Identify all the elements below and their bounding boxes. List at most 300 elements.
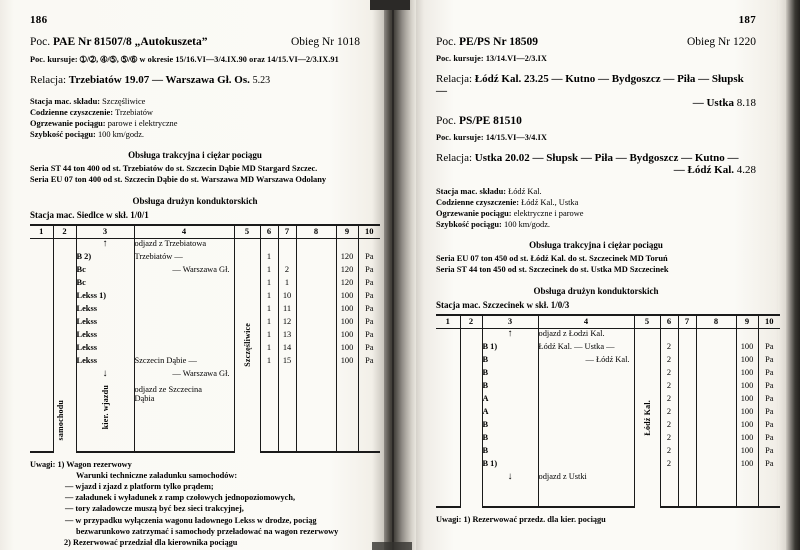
left-cell-c3: Bc — [76, 265, 134, 278]
left-cell-c8 — [296, 385, 336, 452]
right-cell-c7 — [678, 446, 696, 459]
left-col-header: 2 — [53, 225, 76, 238]
left-relation-text: Trzebiatów 19.07 — Warszawa Gł. Os. — [68, 74, 250, 86]
left-relation-label: Relacja: — [30, 74, 67, 86]
right-col-header: 7 — [678, 315, 696, 328]
left-cell-c6: 1 — [260, 356, 278, 369]
left-cell-c3: Lekss — [76, 356, 134, 369]
right-col-header: 5 — [634, 315, 660, 328]
right-cell-c8 — [696, 394, 736, 407]
right-train-number-2: PS/PE 81510 — [459, 115, 522, 127]
right-cell-c8 — [696, 328, 736, 342]
left-note-dash: — — [65, 493, 74, 503]
left-info-label: Codzienne czyszczenie: — [30, 108, 114, 118]
right-runs-label-2: Poc. kursuje: — [436, 133, 484, 142]
right-traction-heading: Obsługa trakcyjna i ciężar pociągu — [529, 240, 663, 251]
left-cell-c10 — [358, 369, 380, 385]
right-cell-c10 — [758, 472, 780, 507]
left-vertical-samochodu: samochodu — [55, 399, 65, 441]
table-row — [436, 328, 780, 342]
right-cell-c10: Pa — [758, 446, 780, 459]
right-cell-c4 — [538, 446, 634, 459]
right-cell-c3: B — [482, 420, 538, 433]
right-cell-c4 — [538, 459, 634, 472]
right-cell-c6: 2 — [660, 394, 678, 407]
left-note-text: załadunek i wyładunek z ramp czołowych jednopoziomowych, — [75, 493, 296, 503]
left-cell-c7 — [278, 369, 296, 385]
left-cell-c9 — [336, 385, 358, 452]
right-cell-c6: 2 — [660, 459, 678, 472]
table-row — [30, 238, 380, 252]
left-note-line — [30, 503, 360, 514]
right-cell-c6 — [660, 472, 678, 507]
left-note-dash: — — [65, 515, 74, 525]
right-cell-c9: 100 — [736, 368, 758, 381]
right-cell-c6: 2 — [660, 355, 678, 368]
right-cell-c8 — [696, 368, 736, 381]
right-col-header: 4 — [538, 315, 634, 328]
right-train-label-1: Poc. — [436, 36, 457, 48]
left-cell-c9 — [336, 369, 358, 385]
right-cell-c8 — [696, 472, 736, 507]
right-cell-c3: B — [482, 355, 538, 368]
table-row — [436, 420, 780, 433]
right-relation-cont-1 — [436, 97, 756, 109]
right-col-header: 6 — [660, 315, 678, 328]
left-note-line — [30, 459, 360, 470]
left-col-header: 9 — [336, 225, 358, 238]
right-cell-c3: B — [482, 381, 538, 394]
left-cell-c3 — [76, 369, 134, 385]
left-cell-c10: Pa — [358, 356, 380, 369]
right-cell-c3: B — [482, 446, 538, 459]
left-info-value: Trzebiatów — [115, 108, 153, 118]
right-cell-c10: Pa — [758, 420, 780, 433]
left-note-dash: — — [65, 504, 74, 514]
right-relation-label-2: Relacja: — [436, 152, 473, 164]
left-cell-c9: 100 — [336, 304, 358, 317]
table-row — [436, 381, 780, 394]
left-cell-c3: Lekss — [76, 317, 134, 330]
left-info-row — [30, 96, 360, 107]
right-traction-block — [436, 254, 756, 276]
left-cell-c7: 11 — [278, 304, 296, 317]
right-cell-c3: A — [482, 407, 538, 420]
right-cell-c10 — [758, 328, 780, 342]
right-cell-c8 — [696, 420, 736, 433]
right-notes-label: Uwagi: — [436, 514, 462, 524]
left-train-heading — [30, 36, 360, 48]
left-cell-c3: Lekss 1) — [76, 291, 134, 304]
right-cell-c9: 100 — [736, 420, 758, 433]
table-row — [436, 446, 780, 459]
left-train-label: Poc. — [30, 36, 51, 48]
right-info-label: Stacja mac. składu: — [436, 187, 507, 196]
left-cell-c4 — [134, 369, 234, 385]
left-note-num: 1) — [57, 459, 65, 469]
left-col-header: 8 — [296, 225, 336, 238]
left-cell-c8 — [296, 317, 336, 330]
table-row — [30, 278, 380, 291]
table-row — [436, 472, 780, 507]
arrow-up-icon: ↑ — [102, 237, 108, 249]
left-consist-table — [30, 224, 380, 452]
left-note-dash: — — [65, 481, 74, 491]
left-note-num: 2) — [64, 537, 71, 547]
table-row — [30, 343, 380, 356]
left-note-line — [30, 515, 360, 526]
right-cell-c3 — [482, 472, 538, 507]
right-info-label: Szybkość pociągu: — [436, 220, 502, 230]
book-gutter-shadow — [384, 0, 416, 550]
left-circulation-number: Obieg Nr 1018 — [291, 36, 360, 48]
right-cell-c8 — [696, 459, 736, 472]
left-info-value: 100 km/godz. — [97, 130, 145, 140]
table-row — [30, 265, 380, 278]
right-cell-c10: Pa — [758, 394, 780, 407]
left-cell-c8 — [296, 356, 336, 369]
table-row — [30, 356, 380, 369]
left-cell-c8 — [296, 343, 336, 356]
left-cell-c8 — [296, 304, 336, 317]
left-cell-c4-text: Trzebiatów — — [134, 251, 183, 261]
left-cell-c4 — [134, 304, 234, 317]
right-relation-time-1: 8.18 — [736, 97, 756, 109]
table-row — [436, 433, 780, 446]
right-cell-c4 — [538, 381, 634, 394]
right-cell-c7 — [678, 342, 696, 355]
left-cell-c9: 100 — [336, 291, 358, 304]
left-note-text: Rezerwować przedział dla kierownika pociągu — [73, 537, 238, 547]
right-page — [414, 0, 786, 550]
right-cell-c10: Pa — [758, 459, 780, 472]
right-crew-station: Stacja mac. Szczecinek w skł. 1/0/3 — [436, 300, 570, 311]
right-traction-line: Seria EU 07 ton 450 od st. Łódź Kal. do st. Szczecinek MD Toruń — [436, 254, 668, 264]
right-cell-c6: 2 — [660, 407, 678, 420]
right-cell-c8 — [696, 433, 736, 446]
right-cell-c4 — [538, 342, 634, 355]
left-cell-c9: 120 — [336, 278, 358, 291]
left-cell-c8 — [296, 278, 336, 291]
right-info-row — [436, 186, 756, 197]
right-cell-c9: 100 — [736, 381, 758, 394]
left-runs-period: w okresie 15/16.VI—3/4.IX.90 oraz 14/15.VI—2/3.IX.91 — [139, 55, 339, 64]
right-cell-c8 — [696, 446, 736, 459]
left-cell-c6: 1 — [260, 317, 278, 330]
left-cell-c10: Pa — [358, 317, 380, 330]
right-cell-c4 — [538, 368, 634, 381]
right-cell-c3: B — [482, 368, 538, 381]
left-cell-c4-text2: Dąbia — [134, 393, 155, 403]
left-table-header-row — [30, 225, 380, 238]
right-cell-c7 — [678, 472, 696, 507]
table-row — [436, 355, 780, 368]
right-train-heading-2 — [436, 115, 756, 127]
left-cell-c7: 15 — [278, 356, 296, 369]
right-cell-c4 — [538, 355, 634, 368]
left-cell-c6: 1 — [260, 291, 278, 304]
left-note-line: bezwarunkowo zatrzymać i samochody przeładować na wagon rezerwowy — [76, 526, 339, 536]
left-info-block — [30, 96, 360, 140]
right-note-line — [436, 514, 756, 525]
left-cell-c9: 100 — [336, 356, 358, 369]
left-cell-c4-cont: — Warszawa Gł. — [172, 368, 230, 378]
right-vertical-lodz-kal: Łódź Kal. — [642, 399, 652, 436]
right-table-header-row — [436, 315, 780, 328]
left-cell-c6 — [260, 385, 278, 452]
left-info-row — [30, 118, 360, 129]
right-notes-block — [436, 514, 756, 525]
left-info-label: Ogrzewanie pociągu: — [30, 119, 106, 129]
right-train-heading-1 — [436, 36, 756, 48]
right-relation-text-2: Ustka 20.02 — Słupsk — Piła — Bydgoszcz — Kutno — — [474, 152, 739, 164]
right-cell-c9 — [736, 328, 758, 342]
left-cell-c4 — [134, 317, 234, 330]
left-folio-number: 186 — [30, 14, 48, 26]
left-cell-c7 — [278, 252, 296, 265]
right-col-header: 1 — [436, 315, 460, 328]
left-cell-c7 — [278, 385, 296, 452]
left-note-text: Wagon rezerwowy — [66, 459, 132, 469]
left-crew-heading: Obsługa drużyn konduktorskich — [132, 196, 258, 207]
left-cell-c9: 120 — [336, 252, 358, 265]
right-page-edge-shadow — [786, 0, 800, 550]
left-cell-c4 — [134, 252, 234, 265]
left-cell-c9: 100 — [336, 317, 358, 330]
left-cell-c3: Lekss — [76, 330, 134, 343]
right-relation-time-2: 4.28 — [736, 164, 756, 176]
left-col-header: 3 — [76, 225, 134, 238]
left-cell-c9: 120 — [336, 265, 358, 278]
table-row — [30, 330, 380, 343]
right-cell-c4: odjazd z Łodzi Kal. — [538, 328, 634, 342]
right-relation-cont-2 — [436, 164, 756, 176]
table-row — [30, 317, 380, 330]
left-col-header: 1 — [30, 225, 53, 238]
left-crew-station: Stacja mac. Siedlce w skł. 1/0/1 — [30, 210, 149, 221]
left-col-header: 10 — [358, 225, 380, 238]
left-cell-c4-text: Szczecin Dąbie — — [134, 355, 197, 365]
left-cell-c8 — [296, 369, 336, 385]
left-info-value: parowe i elektryczne — [107, 119, 178, 129]
right-relation-cont-text-2: — Łódź Kal. — [673, 164, 734, 176]
right-cell-c8 — [696, 355, 736, 368]
right-cell-c10: Pa — [758, 407, 780, 420]
left-cell-c7: 10 — [278, 291, 296, 304]
right-cell-c3: A — [482, 394, 538, 407]
right-info-row — [436, 197, 756, 208]
left-traction-heading: Obsługa trakcyjna i ciężar pociągu — [128, 150, 262, 161]
left-runs-symbols: ➀/➁, ➃/➄, ➄/➅ — [79, 55, 138, 64]
table-row — [30, 291, 380, 304]
left-vertical-kier-wjazdu: kier. wjazdu — [100, 384, 110, 429]
left-col-header: 4 — [134, 225, 234, 238]
left-cell-c4 — [134, 278, 234, 291]
right-circulation-number: Obieg Nr 1220 — [687, 36, 756, 48]
left-cell-c6: 1 — [260, 278, 278, 291]
left-cell-c7 — [278, 238, 296, 252]
left-cell-c7: 14 — [278, 343, 296, 356]
left-cell-c6: 1 — [260, 265, 278, 278]
left-cell-c4 — [134, 385, 234, 452]
left-runs-label: Poc. kursuje: — [30, 55, 78, 64]
left-cell-c3: B 2) — [76, 252, 134, 265]
left-note-text: w przypadku wyłączenia wagonu ładownego Lekss w drodze, pociąg — [75, 515, 317, 525]
right-cell-c3 — [482, 328, 538, 342]
right-note-num: 1) — [463, 514, 471, 524]
left-col-header: 5 — [234, 225, 260, 238]
left-cell-c4 — [134, 291, 234, 304]
left-cell-c6: 1 — [260, 330, 278, 343]
right-runs-line-1 — [436, 54, 756, 63]
right-cell-c9: 100 — [736, 342, 758, 355]
right-cell-c7 — [678, 368, 696, 381]
right-cell-c9: 100 — [736, 459, 758, 472]
right-cell-c6 — [660, 328, 678, 342]
right-info-value: Łódź Kal., Ustka — [521, 198, 579, 208]
left-info-row — [30, 129, 360, 140]
right-cell-c9: 100 — [736, 355, 758, 368]
table-row — [436, 459, 780, 472]
left-cell-c10 — [358, 385, 380, 452]
right-cell-c8 — [696, 381, 736, 394]
left-cell-c3: Bc — [76, 278, 134, 291]
right-consist-table — [436, 314, 780, 507]
table-row — [436, 407, 780, 420]
left-cell-c4-cont: — Warszawa Gł. — [172, 264, 230, 274]
left-cell-c8 — [296, 238, 336, 252]
right-info-row — [436, 208, 756, 219]
left-traction-line: Seria EU 07 ton 400 od st. Szczecin Dąbie do st. Warszawa MD Warszawa Odolany — [30, 175, 327, 185]
right-cell-c7 — [678, 394, 696, 407]
left-cell-c7: 12 — [278, 317, 296, 330]
right-crew-heading: Obsługa drużyn konduktorskich — [533, 286, 659, 297]
table-row — [436, 342, 780, 355]
right-cell-c6: 2 — [660, 433, 678, 446]
right-note-text: Rezerwować przedz. dla kier. pociągu — [472, 514, 606, 524]
left-cell-c6 — [260, 369, 278, 385]
right-cell-c4: odjazd z Ustki — [538, 472, 634, 507]
right-cell-c6: 2 — [660, 381, 678, 394]
left-note-line: Warunki techniczne załadunku samochodów: — [76, 470, 238, 480]
right-folio-number: 187 — [738, 14, 756, 26]
left-cell-c10: Pa — [358, 252, 380, 265]
right-cell-c10: Pa — [758, 355, 780, 368]
right-cell-c4 — [538, 394, 634, 407]
right-cell-c8 — [696, 342, 736, 355]
left-cell-c8 — [296, 330, 336, 343]
right-info-value: elektryczne i parowe — [513, 209, 584, 219]
right-cell-c10: Pa — [758, 342, 780, 355]
left-relation-time: 5.23 — [252, 75, 271, 86]
left-info-label: Szybkość pociągu: — [30, 130, 96, 140]
right-relation-cont-text-1: — Ustka — [692, 97, 734, 109]
left-cell-c9 — [336, 238, 358, 252]
left-vertical-szczesliwice: Szczęśliwice — [242, 323, 252, 367]
left-info-value: Szczęśliwice — [102, 97, 146, 106]
right-cell-c10: Pa — [758, 433, 780, 446]
arrow-down-icon: ↓ — [102, 367, 108, 379]
right-col-header: 2 — [460, 315, 482, 328]
right-runs-period-1: 13/14.VI—2/3.IX — [485, 54, 547, 63]
left-traction-line: Seria ST 44 ton 400 od st. Trzebiatów do st. Szczecin Dąbie MD Stargard Szczec. — [30, 164, 318, 174]
left-cell-c9: 100 — [336, 343, 358, 356]
right-relation-line-1 — [436, 73, 756, 97]
left-page — [0, 0, 386, 550]
right-cell-c6: 2 — [660, 368, 678, 381]
left-cell-c9: 100 — [336, 330, 358, 343]
right-relation-line-2 — [436, 152, 756, 164]
right-col-header: 8 — [696, 315, 736, 328]
left-info-row — [30, 107, 360, 118]
right-cell-c7 — [678, 355, 696, 368]
right-cell-c7 — [678, 459, 696, 472]
left-col-header: 6 — [260, 225, 278, 238]
left-cell-c10: Pa — [358, 278, 380, 291]
right-cell-c9: 100 — [736, 394, 758, 407]
left-col-header: 7 — [278, 225, 296, 238]
left-cell-c3: Lekss — [76, 304, 134, 317]
right-cell-c6: 2 — [660, 420, 678, 433]
right-cell-c7 — [678, 433, 696, 446]
left-cell-c8 — [296, 291, 336, 304]
right-col5-vertical-cell — [634, 328, 660, 507]
right-traction-line: Seria ST 44 ton 450 od st. Szczecinek do st. Ustka MD Szczecinek — [436, 265, 669, 275]
left-cell-c8 — [296, 252, 336, 265]
right-cell-c3: B 1) — [482, 459, 538, 472]
right-cell-c10: Pa — [758, 368, 780, 381]
right-train-number-1: PE/PS Nr 18509 — [459, 36, 539, 48]
right-cell-c9 — [736, 472, 758, 507]
left-cell-c8 — [296, 265, 336, 278]
right-relation-text-1: Łódź Kal. 23.25 — Kutno — Bydgoszcz — Piła — Słupsk — — [436, 73, 744, 97]
left-cell-c6: 1 — [260, 304, 278, 317]
table-row — [30, 385, 380, 452]
right-cell-c4 — [538, 407, 634, 420]
right-train-label-2: Poc. — [436, 115, 457, 127]
right-info-label: Codzienne czyszczenie: — [436, 198, 520, 208]
right-cell-c4-cont: — Łódź Kal. — [585, 354, 630, 364]
left-cell-c10: Pa — [358, 265, 380, 278]
right-cell-c4 — [538, 420, 634, 433]
left-cell-c6: 1 — [260, 252, 278, 265]
left-note-line — [30, 481, 360, 492]
right-info-block — [436, 186, 756, 230]
table-row — [436, 368, 780, 381]
left-cell-c7: 13 — [278, 330, 296, 343]
left-cell-c3 — [76, 238, 134, 252]
left-col5-vertical-cell — [234, 238, 260, 452]
left-note-line — [30, 537, 360, 548]
left-cell-c3 — [76, 385, 134, 452]
right-cell-c2 — [460, 328, 482, 507]
right-cell-c7 — [678, 407, 696, 420]
right-cell-c7 — [678, 381, 696, 394]
left-cell-c4 — [134, 356, 234, 369]
left-cell-c4 — [134, 330, 234, 343]
table-row — [436, 394, 780, 407]
left-cell-c4: odjazd z Trzebiatowa — [134, 238, 234, 252]
left-cell-c3: Lekss — [76, 343, 134, 356]
right-runs-label-1: Poc. kursuje: — [436, 54, 484, 63]
right-info-value: 100 km/godz. — [503, 220, 551, 230]
left-train-number: PAE Nr 81507/8 „Autokuszeta” — [53, 36, 208, 48]
table-row — [30, 252, 380, 265]
right-runs-line-2 — [436, 133, 756, 142]
right-cell-c9: 100 — [736, 433, 758, 446]
right-col-header: 10 — [758, 315, 780, 328]
book-spine-line — [392, 0, 394, 550]
